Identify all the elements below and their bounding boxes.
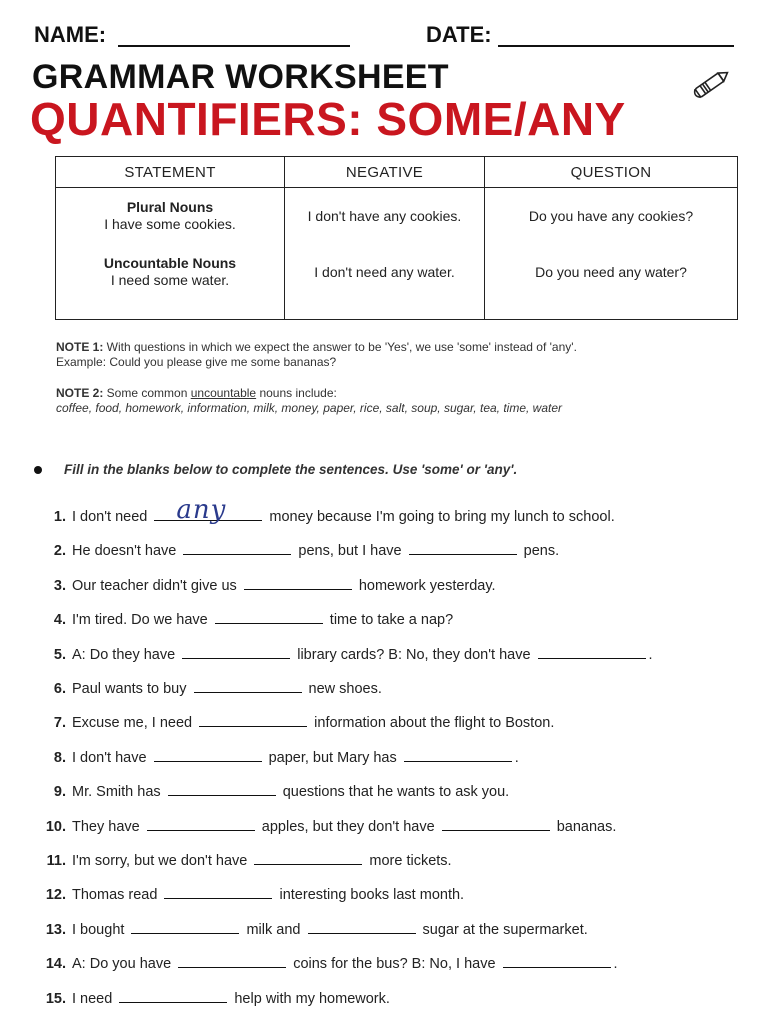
header-negative: NEGATIVE xyxy=(285,157,485,188)
sentence-text: Thomas read xyxy=(72,887,162,904)
example-text: Do you need any water? xyxy=(535,263,687,280)
statement-cell xyxy=(56,188,285,320)
header-statement: STATEMENT xyxy=(56,157,285,188)
example-text: I don't have any cookies. xyxy=(307,207,462,224)
handwritten-answer: any xyxy=(176,495,227,525)
note-2-label: NOTE 2: xyxy=(56,386,104,400)
sentence-text: I don't have xyxy=(72,749,151,766)
answer-blank[interactable] xyxy=(409,538,517,555)
question-plural xyxy=(485,188,737,244)
note-2-noun-list: coffee, food, homework, information, milk, money, paper, rice, salt, soup, sugar, tea, time, water xyxy=(56,401,563,415)
answer-blank[interactable] xyxy=(538,642,646,659)
exercise-item xyxy=(30,710,554,734)
date-label: DATE: xyxy=(426,22,492,47)
sentence-text: I need xyxy=(72,990,117,1007)
sentence-text: bananas. xyxy=(552,818,617,835)
exercise-item xyxy=(30,814,616,838)
date-field[interactable] xyxy=(498,45,734,47)
sentence-text: milk and xyxy=(242,921,305,938)
answer-blank[interactable] xyxy=(164,882,272,899)
answer-blank[interactable] xyxy=(199,710,307,727)
sentence-text: pens. xyxy=(519,543,560,560)
sentence-text: time to take a nap? xyxy=(325,612,454,629)
header-line xyxy=(34,22,744,52)
item-number: 3. xyxy=(53,577,66,594)
exercise-item xyxy=(30,495,615,528)
answer-blank[interactable] xyxy=(154,745,262,762)
pencil-icon xyxy=(686,66,734,106)
name-label: NAME: xyxy=(34,22,107,47)
example-text: I have some cookies. xyxy=(104,216,236,232)
sentence-text: apples, but they don't have xyxy=(257,818,439,835)
sentence-text: coins for the bus? B: No, I have xyxy=(289,956,500,973)
example-text: I need some water. xyxy=(110,272,230,288)
negative-cell xyxy=(285,188,485,320)
negative-uncountable xyxy=(285,244,484,300)
note-1-label: NOTE 1: xyxy=(56,340,104,354)
worksheet-title: GRAMMAR WORKSHEET xyxy=(32,58,449,96)
note-2-text: Some common xyxy=(103,386,191,400)
item-number: 13. xyxy=(45,921,66,938)
item-number: 9. xyxy=(53,784,66,801)
exercise-item xyxy=(30,745,519,769)
answer-blank[interactable] xyxy=(131,917,239,934)
sentence-text: library cards? B: No, they don't have xyxy=(293,646,535,663)
answer-blank[interactable] xyxy=(168,779,276,796)
instructions-text: Fill in the blanks below to complete the sentences. Use 'some' or 'any'. xyxy=(64,462,518,477)
exercise-item xyxy=(30,538,559,562)
answer-blank[interactable] xyxy=(194,676,302,693)
sentence-text: money because I'm going to bring my lunch to school. xyxy=(265,509,615,525)
example-text: I don't need any water. xyxy=(314,263,455,280)
note-1 xyxy=(56,340,577,370)
sentence-text: . xyxy=(514,749,519,766)
answer-blank[interactable] xyxy=(119,986,227,1003)
sentence-text: I'm tired. Do we have xyxy=(72,612,212,629)
instructions xyxy=(34,462,517,477)
answer-blank[interactable] xyxy=(183,538,291,555)
exercise-item xyxy=(30,676,382,700)
note-1-text: With questions in which we expect the answer to be 'Yes', we use 'some' instead of 'any'. xyxy=(103,340,577,354)
sentence-text: more tickets. xyxy=(365,853,452,869)
item-number: 10. xyxy=(45,818,66,835)
exercise-item xyxy=(30,917,588,941)
sentence-text: I don't need xyxy=(72,509,152,525)
sentence-text: interesting books last month. xyxy=(275,887,465,904)
sentence-text: Mr. Smith has xyxy=(72,784,165,801)
sentence-text: questions that he wants to ask you. xyxy=(278,784,510,801)
sentence-text: Paul wants to buy xyxy=(72,681,191,697)
sentence-text: . xyxy=(613,956,618,973)
sentence-text: They have xyxy=(72,818,144,835)
exercise-item xyxy=(30,848,452,872)
exercise-item xyxy=(30,573,496,597)
sentence-text: new shoes. xyxy=(304,681,382,697)
sentence-text: . xyxy=(648,646,653,663)
header-question: QUESTION xyxy=(485,157,738,188)
item-number: 4. xyxy=(53,612,66,629)
sentence-text: I bought xyxy=(72,921,129,938)
quantifier-table xyxy=(55,156,738,320)
sentence-text: homework yesterday. xyxy=(354,577,496,594)
statement-uncountable xyxy=(56,244,284,300)
category-label: Uncountable Nouns xyxy=(103,255,237,271)
bullet-icon xyxy=(34,466,42,474)
answer-blank[interactable] xyxy=(178,951,286,968)
item-number: 14. xyxy=(45,956,66,973)
sentence-text: A: Do you have xyxy=(72,956,176,973)
sentence-text: paper, but Mary has xyxy=(264,749,401,766)
item-number: 6. xyxy=(53,681,66,697)
sentence-text: help with my homework. xyxy=(230,990,390,1007)
question-cell xyxy=(485,188,738,320)
category-label: Plural Nouns xyxy=(126,199,214,215)
exercise-item xyxy=(30,951,618,975)
statement-plural xyxy=(56,188,284,244)
answer-blank[interactable] xyxy=(404,745,512,762)
exercise-item xyxy=(30,882,464,906)
sentence-text: information about the flight to Boston. xyxy=(310,715,555,732)
exercise-item xyxy=(30,986,390,1010)
example-text: Do you have any cookies? xyxy=(528,207,694,224)
worksheet-subtitle: QUANTIFIERS: SOME/ANY xyxy=(30,93,626,145)
answer-blank[interactable] xyxy=(182,642,290,659)
note-2 xyxy=(56,386,562,416)
sentence-text: He doesn't have xyxy=(72,543,181,560)
answer-blank[interactable] xyxy=(308,917,416,934)
item-number: 8. xyxy=(53,749,66,766)
sentence-text: pens, but I have xyxy=(294,543,406,560)
sentence-text: A: Do they have xyxy=(72,646,180,663)
item-number: 1. xyxy=(53,509,66,525)
item-number: 2. xyxy=(53,543,66,560)
sentence-text: Our teacher didn't give us xyxy=(72,577,241,594)
name-field[interactable] xyxy=(118,45,350,47)
exercise-item xyxy=(30,779,509,803)
note-2-underlined: uncountable xyxy=(190,386,257,400)
item-number: 11. xyxy=(46,853,66,869)
answer-blank[interactable] xyxy=(147,814,255,831)
note-1-example: Example: Could you please give me some bananas? xyxy=(56,355,337,369)
answer-blank[interactable] xyxy=(215,607,323,624)
item-number: 5. xyxy=(53,646,66,663)
sentence-text: I'm sorry, but we don't have xyxy=(72,853,252,869)
answer-blank[interactable] xyxy=(442,814,550,831)
exercise-item xyxy=(30,607,453,631)
negative-plural xyxy=(285,188,484,244)
sentence-text: Excuse me, I need xyxy=(72,715,197,732)
item-number: 15. xyxy=(45,990,66,1007)
answer-blank[interactable] xyxy=(244,573,352,590)
item-number: 12. xyxy=(45,887,66,904)
answer-blank[interactable] xyxy=(503,951,611,968)
exercise-item xyxy=(30,642,653,666)
answer-blank[interactable] xyxy=(254,848,362,865)
item-number: 7. xyxy=(53,715,66,732)
answer-blank[interactable] xyxy=(154,495,262,525)
note-2-text-end: nouns include: xyxy=(256,386,337,400)
sentence-text: sugar at the supermarket. xyxy=(418,921,588,938)
question-uncountable xyxy=(485,244,737,300)
